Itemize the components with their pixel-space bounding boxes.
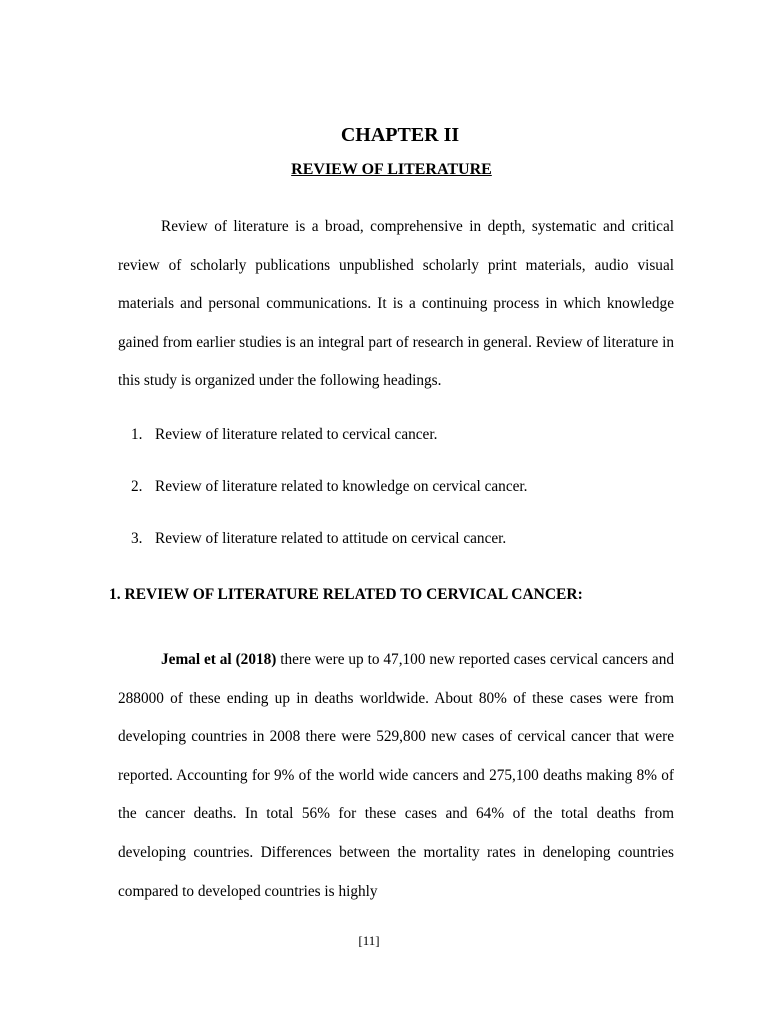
list-item-text: Review of literature related to cervical cancer. [155, 426, 438, 443]
intro-paragraph-text: Review of literature is a broad, comprehensive in depth, systematic and critical review of scholarly publications unpublished scholarly print materials, audio visual materials and personal communications. It is a continuing process in which knowledge gained from earlier studies is an integral part of research in general. Review of literature in this study is organized under the following headings. [118, 218, 674, 390]
list-item [131, 477, 527, 497]
section-body-paragraph [118, 641, 674, 911]
list-item-number: 3. [131, 530, 143, 547]
list-item [131, 529, 506, 549]
list-item-text: Review of literature related to knowledge on cervical cancer. [155, 478, 528, 495]
list-item-number: 2. [131, 478, 143, 495]
chapter-title: CHAPTER II [340, 124, 460, 146]
section-heading: 1. REVIEW OF LITERATURE RELATED TO CERVICAL CANCER: [109, 586, 583, 603]
section-title: REVIEW OF LITERATURE [291, 161, 492, 178]
list-item [131, 425, 437, 445]
section-body-text: there were up to 47,100 new reported cases cervical cancers and 288000 of these ending up in deaths worldwide. About 80% of these cases were from developing countries in 2008 there were 529,800 new cases of cervical cancer that were reported. Accounting for 9% of the world wide cancers and 275,100 deaths making 8% of the cancer deaths. In total 56% for these cases and 64% of the total deaths from developing countries. Differences between the mortality rates in deneloping countries compared to developed countries is highly [118, 651, 674, 900]
list-item-number: 1. [131, 426, 143, 443]
page-number: [11] [358, 933, 380, 948]
intro-paragraph [118, 208, 674, 401]
citation: Jemal et al (2018) [161, 651, 277, 668]
list-item-text: Review of literature related to attitude on cervical cancer. [155, 530, 507, 547]
